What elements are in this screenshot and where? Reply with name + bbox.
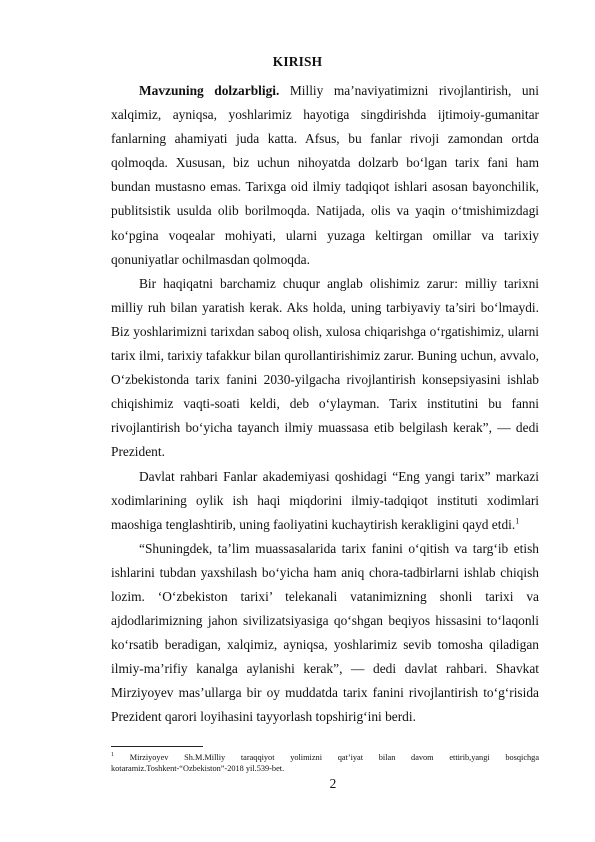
page-number: 2 [329,776,337,791]
footnote-reference[interactable]: 1 [515,516,520,526]
paragraph-academy [111,465,539,537]
section-title: KIRISH [272,54,323,69]
paragraph-text: “Shuningdek, ta’lim muassasalarida tarix fanini o‘qitish va targ‘ib etish ishlarini tubdan yaxshilash bo‘yicha ham aniq chora-tadbirlarni ishlab chiqish lozim. ‘O‘zbekiston tarixi’ telekanali vatanimizning shonli tarixi va ajdodlarimizning jahon sivilizatsiyasiga qo‘shgan beqiyos hissasini to‘laqonli ko‘rsatib beradigan, xalqimiz, ayniqsa, yoshlarimiz sevib tomosha qiladigan ilmiy-ma’rifiy kanalga aylanishi kerak”, — dedi davlat rahbari. Shavkat Mirziyoyev mas’ullarga bir oy muddatda tarix fanini rivojlantirish to‘g‘risida Prezident qarori loyihasini tayyorlash topshirig‘ini berdi. [111,540,539,725]
paragraph-text: Bir haqiqatni barchamiz chuqur anglab olishimiz zarur: milliy tarixni milliy ruh bilan yaratish kerak. Aks holda, uning tarbiyaviy ta’siri bo‘lmaydi. Biz yoshlarimizni tarixdan saboq olish, xulosa chiqarishga o‘rgatishimiz, ularni tarix ilmi, tarixiy tafakkur bilan qurollantirishimiz zarur. Buning uchun, avvalo, O‘zbekistonda tarix fanini 2030-yilgacha rivojlantirish konsepsiyasini ishlab chiqishimiz vaqti-soati keldi, deb o‘ylayman. Tarix institutini bu fanni rivojlantirish bo‘yicha tayanch ilmiy muassasa etib belgilash kerak”, — dedi Prezident. [111,275,539,460]
paragraph-relevance [111,79,539,272]
footnote-marker: 1 [111,752,114,759]
footnote [111,752,539,774]
footnote-text: Mirziyoyev Sh.M.Milliy taraqqiyot yolimizni qat’iyat bilan davom ettirib,yangi bosqichga kotaramiz.Toshkent-“Ozbekiston”-2018 yil.539-bet. [111,753,539,773]
footnote-divider [111,746,203,747]
paragraph-text: Davlat rahbari Fanlar akademiyasi qoshidagi “Eng yangi tarix” markazi xodimlarining oylik ish haqi miqdorini ilmiy-tadqiqot instituti xodimlari maoshiga tenglashtirib, uning faoliyatini kuchaytirish kerakligini qayd etdi. [111,468,539,532]
paragraph-national-history [111,272,539,465]
paragraph-lead: Mavzuning dolzarbligi. [139,83,280,98]
body-text [111,79,539,730]
paragraph-text: Milliy ma’naviyatimizni rivojlantirish, uni xalqimiz, ayniqsa, yoshlarimiz hayotiga singdirishda ijtimoiy-gumanitar fanlarning ahamiyati juda katta. Afsus, bu fanlar rivoji zamondan ortda qolmoqda. Xususan, biz uchun nihoyatda dolzarb bo‘lgan tarix fani ham bundan mustasno emas. Tarixga oid ilmiy tadqiqot ishlari asosan bayonchilik, publitsistik usulda olib borilmoqda. Natijada, olis va yaqin o‘tmishimizdagi ko‘pgina voqealar mohiyati, ularni yuzaga keltirgan omillar va tarixiy qonuniyatlar ochilmasdan qolmoqda. [111,83,539,267]
paragraph-education [111,537,539,730]
